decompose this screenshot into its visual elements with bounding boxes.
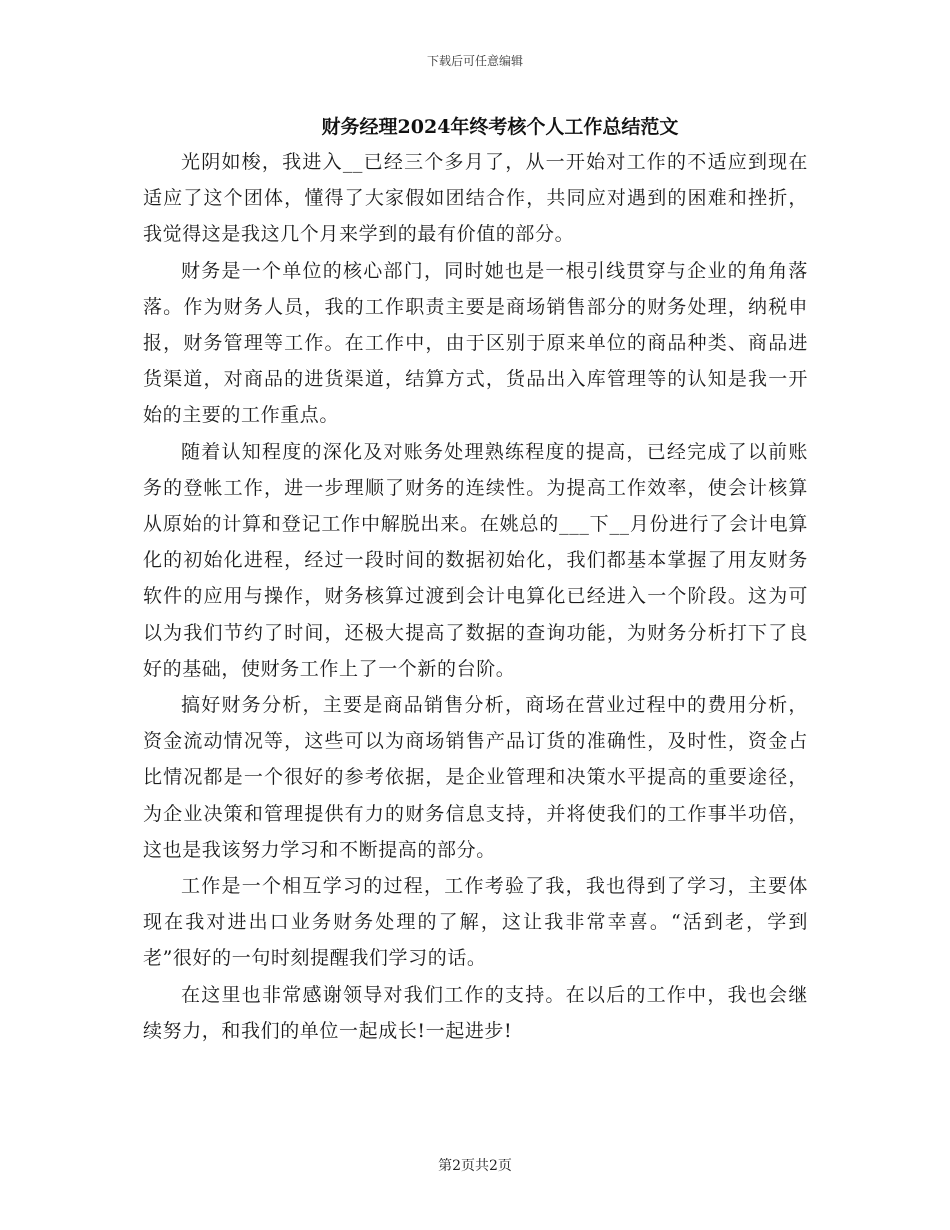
paragraph-4: 搞好财务分析，主要是商品销售分析，商场在营业过程中的费用分析，资金流动情况等，这些可以为商场销售产品订货的准确性，及时性，资金占比情况都是一个很好的参考依据，是企业管理和决策水平提高的重要途径，为企业决策和管理提供有力的财务信息支持，并将使我们的工作事半功倍，这也是我该努力学习和不断提高的部分。: [143, 694, 808, 861]
paragraph-6: 在这里也非常感谢领导对我们工作的支持。在以后的工作中，我也会继续努力，和我们的单位一起成长!一起进步!: [143, 983, 808, 1042]
document-title: 财务经理2024年终考核个人工作总结范文: [321, 116, 679, 138]
page-header-note: 下载后可任意编辑: [426, 54, 523, 68]
page-number: 第2页共2页: [438, 1158, 512, 1174]
document-body: [143, 144, 808, 1049]
paragraph-3: 随着认知程度的深化及对账务处理熟练程度的提高，已经完成了以前账务的登帐工作，进一步理顺了财务的连续性。为提高工作效率，使会计核算从原始的计算和登记工作中解脱出来。在姚总的___下__月份进行了会计电算化的初始化进程，经过一段时间的数据初始化，我们都基本掌握了用友财务软件的应用与操作，财务核算过渡到会计电算化已经进入一个阶段。这为可以为我们节约了时间，还极大提高了数据的查询功能，为财务分析打下了良好的基础，使财务工作上了一个新的台阶。: [143, 440, 808, 680]
paragraph-5: 工作是一个相互学习的过程，工作考验了我，我也得到了学习，主要体现在我对进出口业务财务处理的了解，这让我非常幸喜。“活到老，学到老”很好的一句时刻提醒我们学习的话。: [143, 875, 808, 970]
paragraph-1: 光阴如梭，我进入__已经三个多月了，从一开始对工作的不适应到现在适应了这个团体，懂得了大家假如团结合作，共同应对遇到的困难和挫折，我觉得这是我这几个月来学到的最有价值的部分。: [143, 151, 808, 246]
paragraph-2: 财务是一个单位的核心部门，同时她也是一根引线贯穿与企业的角角落落。作为财务人员，我的工作职责主要是商场销售部分的财务处理，纳税申报，财务管理等工作。在工作中，由于区别于原来单位的商品种类、商品进货渠道，对商品的进货渠道，结算方式，货品出入库管理等的认知是我一开始的主要的工作重点。: [143, 259, 808, 427]
